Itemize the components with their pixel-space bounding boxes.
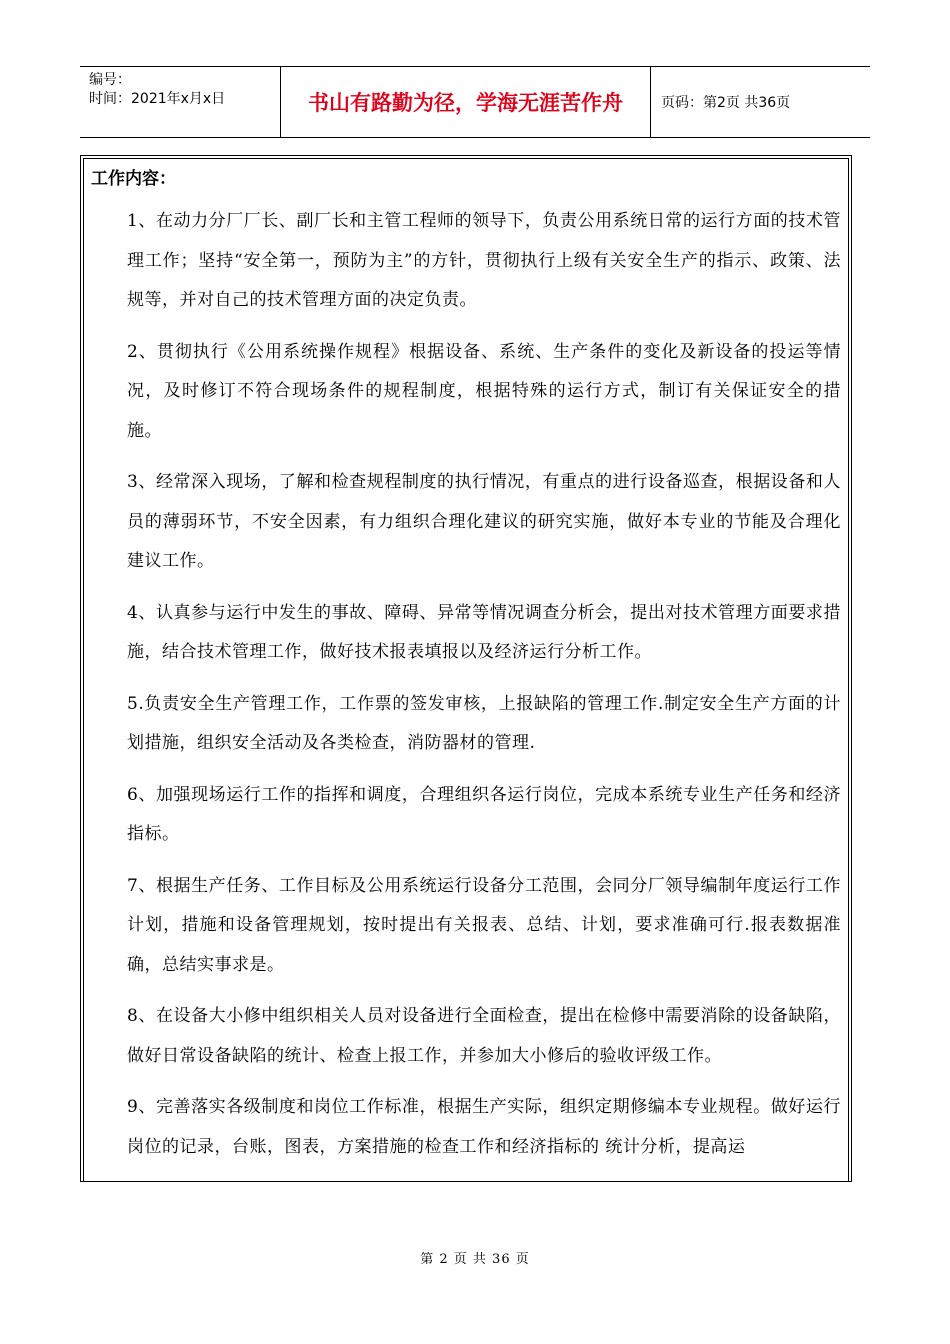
paragraph-4: 4、认真参与运行中发生的事故、障碍、异常等情况调查分析会，提出对技术管理方面要求措施，结合技术管理工作，做好技术报表填报以及经济运行分析工作。 [127,602,841,662]
header-meta [80,67,281,137]
paragraph-9: 9、完善落实各级制度和岗位工作标准，根据生产实际，组织定期修编本专业规程。做好运行岗位的记录，台账，图表，方案措施的检查工作和经济指标的 统计分析，提高运 [127,1097,841,1157]
paragraph-3: 3、经常深入现场，了解和检查规程制度的执行情况，有重点的进行设备巡查，根据设备和人员的薄弱环节，不安全因素，有力组织合理化建议的研究实施，做好本专业的节能及合理化建议工作。 [127,472,841,571]
paragraph-5: 5.负责安全生产管理工作，工作票的签发审核，上报缺陷的管理工作.制定安全生产方面的计划措施，组织安全活动及各类检查，消防器材的管理. [127,693,841,753]
work-content-box [80,155,852,1182]
paragraph-2: 2、贯彻执行《公用系统操作规程》根据设备、系统、生产条件的变化及新设备的投运等情况，及时修订不符合现场条件的规程制度，根据特殊的运行方式，制订有关保证安全的措施。 [127,341,841,441]
header-motto: 书山有路勤为径，学海无涯苦作舟 [281,67,651,137]
header-page-info: 页码：第2页 共36页 [661,95,791,111]
work-content-paragraphs [127,202,841,1179]
paragraph-7: 7、根据生产任务、工作目标及公用系统运行设备分工范围，会同分厂领导编制年度运行工作计划，措施和设备管理规划，按时提出有关报表、总结、计划，要求准确可行.报表数据准确，总结实事求是。 [127,875,841,975]
paragraph-1: 1、在动力分厂厂长、副厂长和主管工程师的领导下，负责公用系统日常的运行方面的技术管理工作；坚持“安全第一，预防为主”的方针，贯彻执行上级有关安全生产的指示、政策、法规等，并对自己的技术管理方面的决定负责。 [127,211,841,310]
paragraph-8: 8、在设备大小修中组织相关人员对设备进行全面检查，提出在检修中需要消除的设备缺陷，做好日常设备缺陷的统计、检查上报工作，并参加大小修后的验收评级工作。 [127,1006,841,1066]
work-content-title: 工作内容： [91,169,176,189]
document-header [80,66,870,138]
number-label: 编号： [89,72,131,88]
time-label: 时间：2021年x月x日 [89,91,226,107]
paragraph-6: 6、加强现场运行工作的指挥和调度，合理组织各运行岗位，完成本系统专业生产任务和经济指标。 [127,784,841,844]
page-footer: 第 2 页 共 36 页 [420,1252,530,1267]
